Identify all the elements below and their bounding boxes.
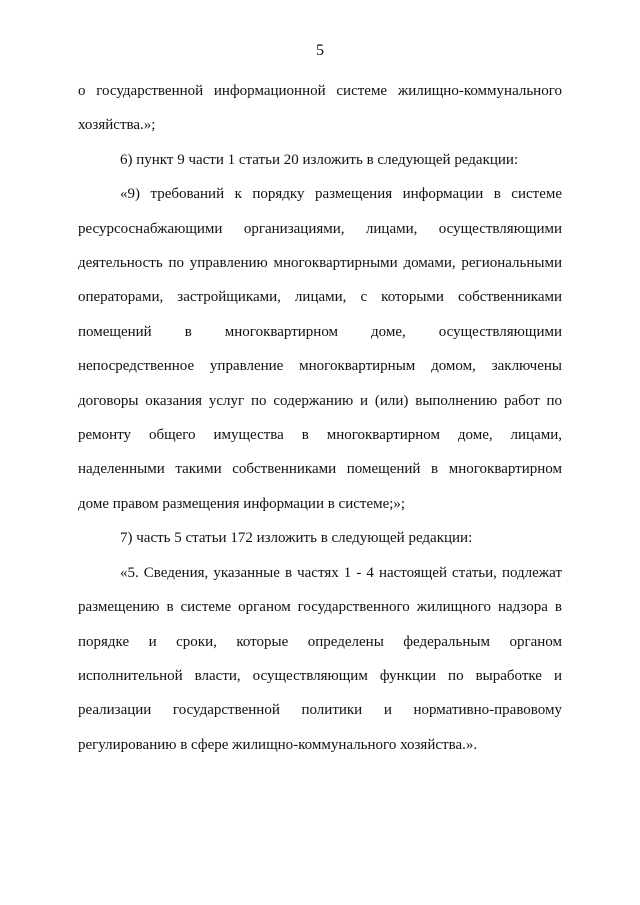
paragraph-item-7: 7) часть 5 статьи 172 изложить в следующей редакции: [120,530,473,547]
page-number: 5 [316,42,324,59]
paragraph-quote-5: «5. Сведения, указанные в частях 1 - 4 настоящей статьи, подлежат размещению в системе органом государственного жилищного надзора в порядке и сроки, которые определены федеральным органом исполнительной власти, осуществляющим функции по выработке и реализации государственной политики и нормативно-правовому регулированию в сфере жилищно-коммунального хозяйства.». [78,564,562,753]
document-body [78,74,562,762]
paragraph-item-6: 6) пункт 9 части 1 статьи 20 изложить в следующей редакции: [120,151,519,168]
paragraph-quote-9: «9) требований к порядку размещения информации в системе ресурсоснабжающими организациями, лицами, осуществляющими деятельность по управлению многоквартирными домами, региональными операторами, застройщиками, лицами, с которыми собственниками помещений в многоквартирном доме, осуществляющими непосредственное управление многоквартирным домом, заключены договоры оказания услуг по содержанию и (или) выполнению работ по ремонту общего имущества в многоквартирном доме, лицами, наделенными такими собственниками помещений в многоквартирном доме правом размещения информации в системе;»; [78,186,562,512]
paragraph-continuation: о государственной информационной системе жилищно-коммунального хозяйства.»; [78,83,562,134]
